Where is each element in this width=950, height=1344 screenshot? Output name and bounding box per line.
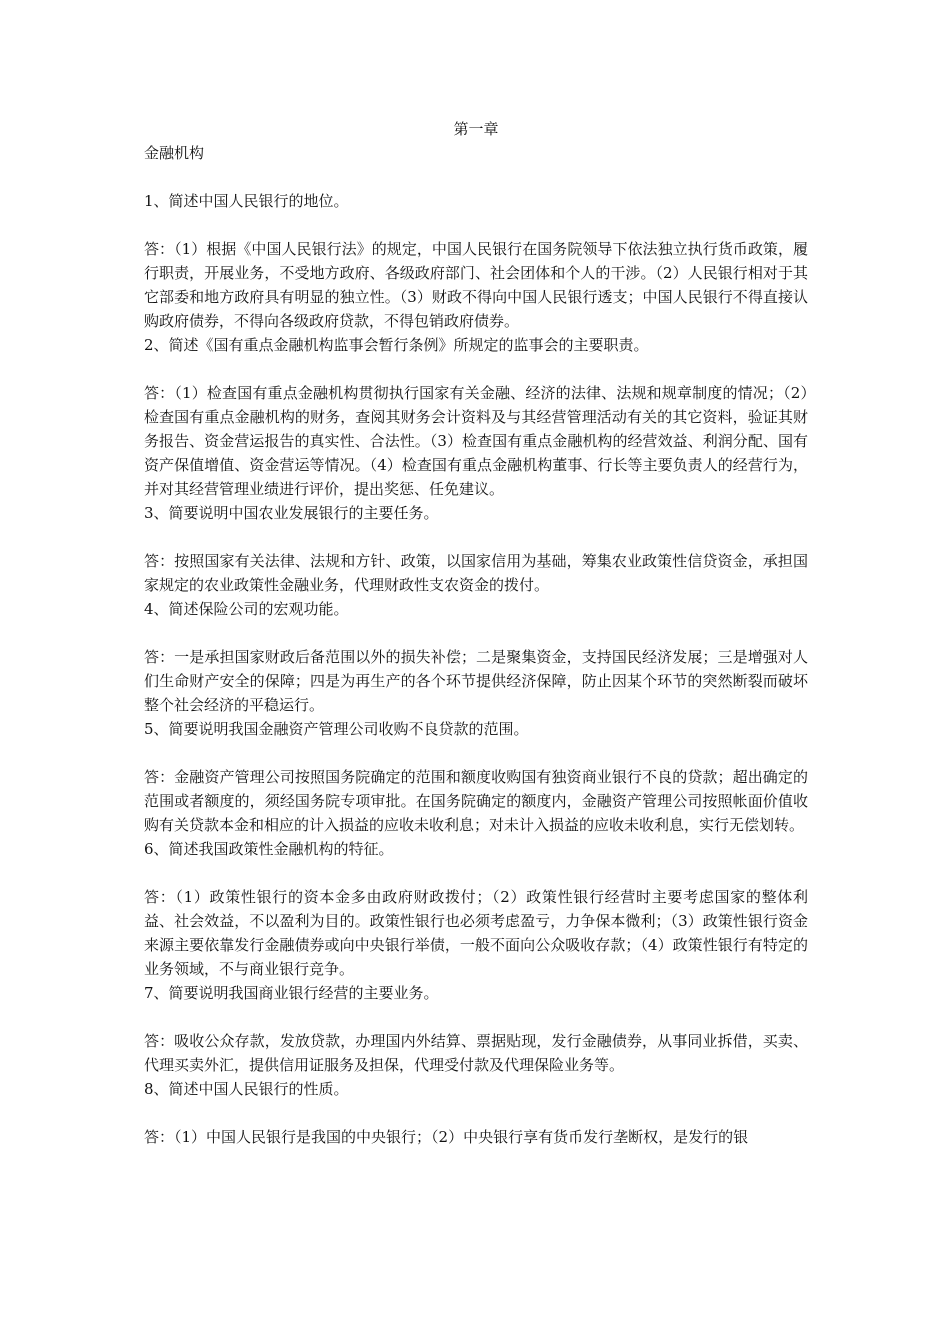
qa-item-4 — [144, 597, 808, 717]
answer-4: 答：一是承担国家财政后备范围以外的损失补偿；二是聚集资金，支持国民经济发展；三是增强对人们生命财产安全的保障；四是为再生产的各个环节提供经济保障，防止因某个环节的突然断裂而破坏整个社会经济的平稳运行。 — [144, 648, 808, 714]
answer-3: 答：按照国家有关法律、法规和方针、政策，以国家信用为基础，筹集农业政策性信贷资金，承担国家规定的农业政策性金融业务，代理财政性支农资金的拨付。 — [144, 552, 808, 594]
qa-item-5 — [144, 717, 808, 837]
question-6: 6、简述我国政策性金融机构的特征。 — [144, 840, 394, 858]
qa-item-8 — [144, 1077, 808, 1149]
answer-8: 答：（1）中国人民银行是我国的中央银行；（2）中央银行享有货币发行垄断权，是发行的银 — [144, 1128, 749, 1146]
answer-6: 答：（1）政策性银行的资本金多由政府财政拨付；（2）政策性银行经营时主要考虑国家的整体利益、社会效益，不以盈利为目的。政策性银行也必须考虑盈亏，力争保本微利；（3）政策性银行资金来源主要依靠发行金融债券或向中央银行举债，一般不面向公众吸收存款；（4）政策性银行有特定的业务领域，不与商业银行竞争。 — [144, 888, 808, 978]
answer-5: 答：金融资产管理公司按照国务院确定的范围和额度收购国有独资商业银行不良的贷款；超出确定的范围或者额度的，须经国务院专项审批。在国务院确定的额度内，金融资产管理公司按照帐面价值收购有关贷款本金和相应的计入损益的应收未收利息；对未计入损益的应收未收利息，实行无偿划转。 — [144, 768, 808, 834]
qa-item-3 — [144, 501, 808, 597]
question-4: 4、简述保险公司的宏观功能。 — [144, 600, 349, 618]
question-3: 3、简要说明中国农业发展银行的主要任务。 — [144, 504, 439, 522]
question-2: 2、简述《国有重点金融机构监事会暂行条例》所规定的监事会的主要职责。 — [144, 336, 649, 354]
answer-1: 答：（1）根据《中国人民银行法》的规定，中国人民银行在国务院领导下依法独立执行货币政策，履行职责，开展业务，不受地方政府、各级政府部门、社会团体和个人的干涉。（2）人民银行相对于其它部委和地方政府具有明显的独立性。（3）财政不得向中国人民银行透支；中国人民银行不得直接认购政府债券，不得向各级政府贷款，不得包销政府债券。 — [144, 240, 808, 330]
question-1: 1、简述中国人民银行的地位。 — [144, 192, 349, 210]
chapter-title: 第一章 — [453, 120, 499, 138]
qa-item-7 — [144, 981, 808, 1077]
qa-item-1 — [144, 189, 808, 333]
answer-2: 答：（1）检查国有重点金融机构贯彻执行国家有关金融、经济的法律、法规和规章制度的情况；（2）检查国有重点金融机构的财务，查阅其财务会计资料及与其经营管理活动有关的其它资料，验证其财务报告、资金营运报告的真实性、合法性。（3）检查国有重点金融机构的经营效益、利润分配、国有资产保值增值、资金营运等情况。（4）检查国有重点金融机构董事、行长等主要负责人的经营行为，并对其经营管理业绩进行评价，提出奖惩、任免建议。 — [144, 384, 808, 498]
question-5: 5、简要说明我国金融资产管理公司收购不良贷款的范围。 — [144, 720, 529, 738]
section-title: 金融机构 — [144, 144, 205, 162]
document-page — [144, 117, 808, 1149]
answer-7: 答：吸收公众存款，发放贷款，办理国内外结算、票据贴现，发行金融债券，从事同业拆借，买卖、代理买卖外汇，提供信用证服务及担保，代理受付款及代理保险业务等。 — [144, 1032, 808, 1074]
qa-item-6 — [144, 837, 808, 981]
question-7: 7、简要说明我国商业银行经营的主要业务。 — [144, 984, 439, 1002]
question-8: 8、简述中国人民银行的性质。 — [144, 1080, 349, 1098]
qa-item-2 — [144, 333, 808, 501]
